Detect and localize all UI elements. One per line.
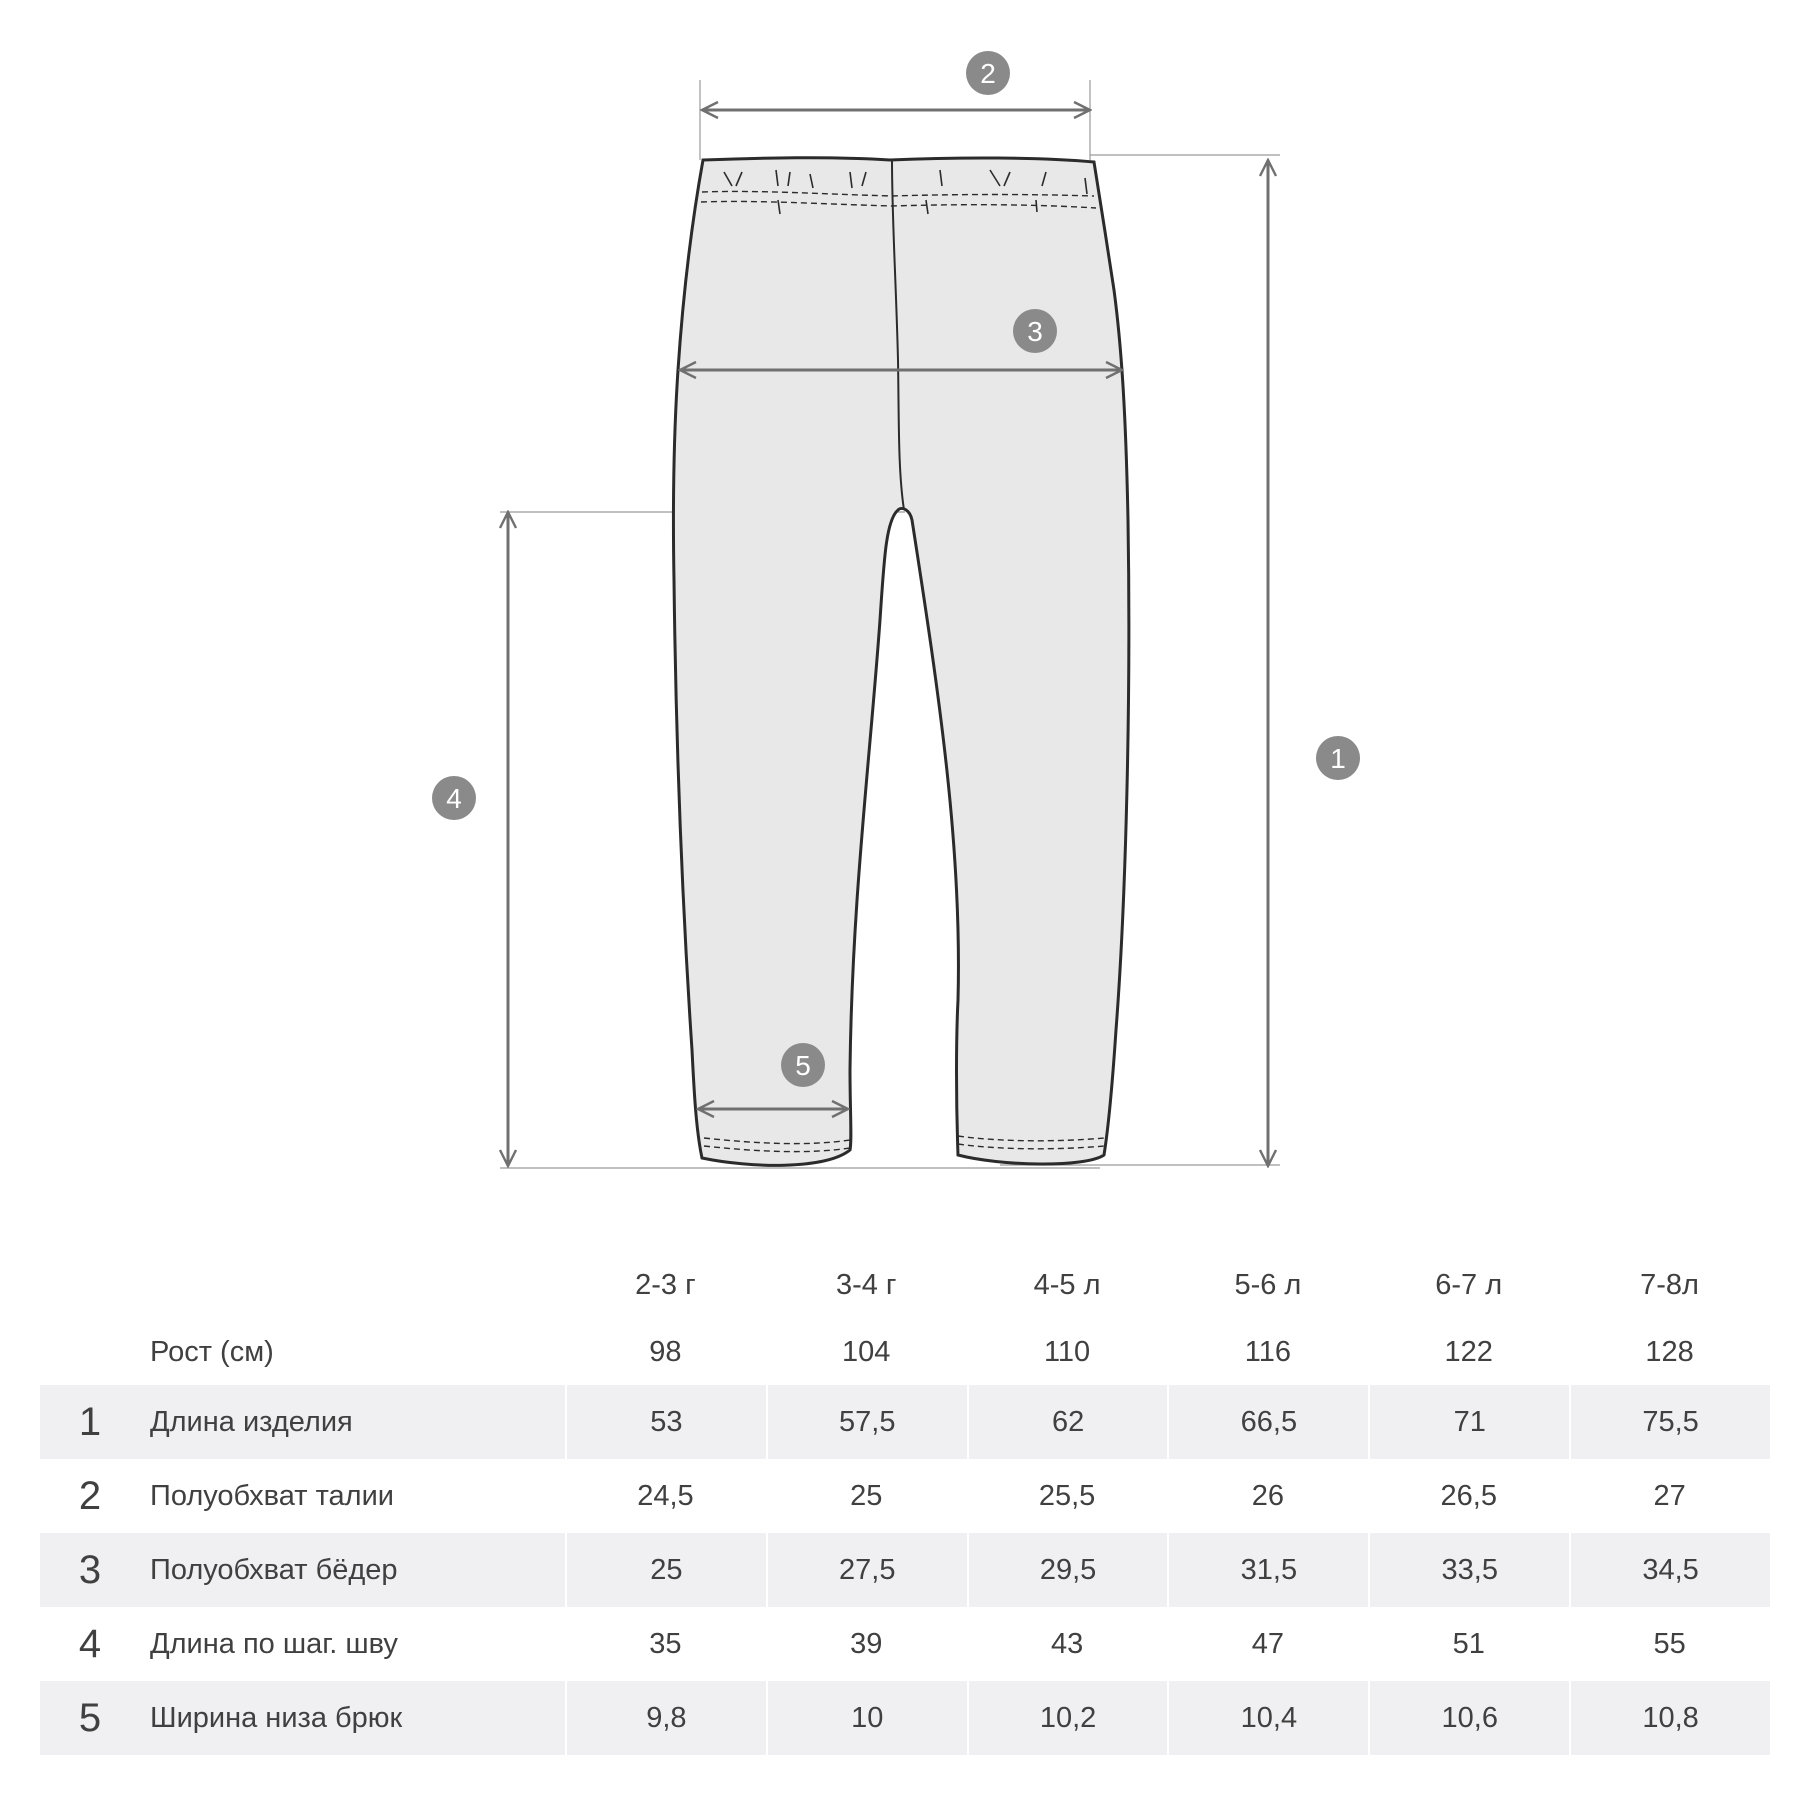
svg-text:4: 4 (446, 783, 462, 814)
table-row (40, 1385, 1770, 1459)
row-value: 71 (1368, 1385, 1569, 1459)
pants-illustration (673, 158, 1128, 1166)
row-value: 10,6 (1368, 1681, 1569, 1755)
size-header: 5-6 л (1234, 1268, 1302, 1301)
row-number: 4 (78, 1621, 102, 1666)
height-value: 98 (649, 1336, 682, 1368)
badge-1 (1316, 736, 1360, 780)
row-number: 3 (40, 1533, 140, 1607)
table-row (40, 1459, 1770, 1533)
badge-4 (432, 776, 476, 820)
row-value: 33,5 (1368, 1533, 1569, 1607)
row-value: 26 (1251, 1479, 1285, 1512)
row-value: 35 (649, 1627, 682, 1660)
row-label: Полуобхват талии (150, 1479, 394, 1512)
height-value: 128 (1645, 1336, 1694, 1368)
row-value: 51 (1452, 1627, 1485, 1660)
height-row-num (40, 1320, 140, 1385)
size-header: 6-7 л (1435, 1268, 1503, 1301)
row-value: 25 (850, 1479, 883, 1512)
row-label: Длина изделия (140, 1385, 565, 1459)
svg-text:3: 3 (1027, 316, 1043, 347)
row-value: 29,5 (967, 1533, 1168, 1607)
badge-5 (781, 1043, 825, 1087)
height-value: 116 (1244, 1336, 1292, 1368)
table-row (40, 1681, 1770, 1755)
svg-text:5: 5 (795, 1050, 811, 1081)
svg-text:2: 2 (980, 58, 996, 89)
row-value: 31,5 (1167, 1533, 1368, 1607)
badge-2 (966, 51, 1010, 95)
row-label: Длина по шаг. шву (150, 1627, 398, 1660)
size-header-row (40, 1250, 1770, 1320)
badge-3 (1013, 309, 1057, 353)
row-value: 55 (1653, 1627, 1686, 1660)
row-value: 10,8 (1569, 1681, 1770, 1755)
pants-outline (673, 158, 1128, 1166)
size-header: 7-8л (1640, 1268, 1699, 1301)
row-value: 47 (1251, 1627, 1285, 1660)
row-value: 10,4 (1167, 1681, 1368, 1755)
row-value: 34,5 (1569, 1533, 1770, 1607)
row-value: 27,5 (766, 1533, 967, 1607)
height-value: 122 (1444, 1336, 1493, 1368)
row-value: 25 (565, 1533, 766, 1607)
row-value: 10,2 (967, 1681, 1168, 1755)
row-value: 66,5 (1167, 1385, 1368, 1459)
row-value: 57,5 (766, 1385, 967, 1459)
row-number: 2 (78, 1473, 102, 1518)
size-header: 2-3 г (635, 1268, 696, 1301)
row-value: 43 (1050, 1627, 1084, 1660)
row-value: 39 (850, 1627, 883, 1660)
header-empty-num (40, 1250, 140, 1320)
size-header: 4-5 л (1033, 1268, 1101, 1301)
row-value: 75,5 (1569, 1385, 1770, 1459)
height-value: 104 (842, 1336, 891, 1368)
row-value: 24,5 (637, 1479, 694, 1512)
height-row-label: Рост (см) (150, 1336, 274, 1368)
row-label: Полуобхват бёдер (140, 1533, 565, 1607)
header-empty-label (140, 1250, 565, 1320)
row-number: 5 (40, 1681, 140, 1755)
svg-text:1: 1 (1330, 743, 1346, 774)
height-row (40, 1320, 1770, 1385)
row-value: 62 (967, 1385, 1168, 1459)
row-value: 27 (1653, 1479, 1686, 1512)
size-table (40, 1250, 1770, 1755)
row-value: 25,5 (1038, 1479, 1096, 1512)
row-number: 1 (40, 1385, 140, 1459)
row-value: 10 (766, 1681, 967, 1755)
height-value: 110 (1043, 1336, 1091, 1368)
row-value: 9,8 (565, 1681, 766, 1755)
row-label: Ширина низа брюк (140, 1681, 565, 1755)
table-row (40, 1533, 1770, 1607)
size-header: 3-4 г (835, 1268, 897, 1301)
table-row (40, 1607, 1770, 1681)
row-value: 26,5 (1440, 1479, 1497, 1512)
row-value: 53 (565, 1385, 766, 1459)
